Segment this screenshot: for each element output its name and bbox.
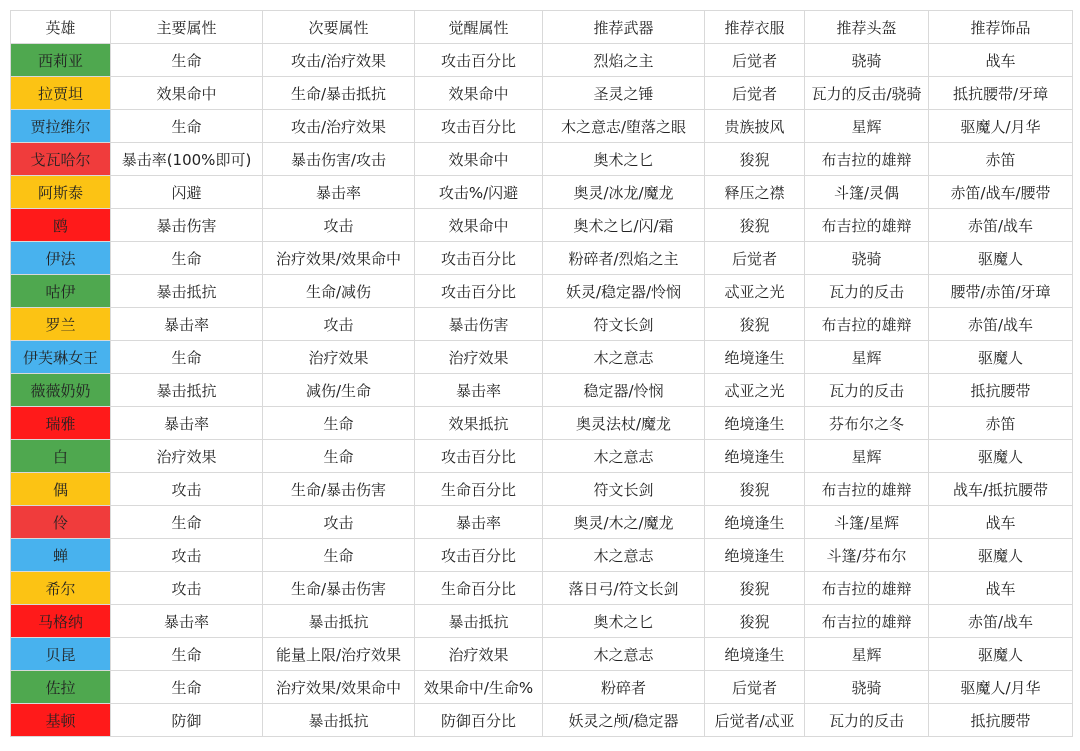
table-row bbox=[11, 110, 1073, 143]
weapon-cell: 木之意志 bbox=[543, 638, 705, 671]
hero-name-cell: 基顿 bbox=[11, 704, 111, 737]
table-row bbox=[11, 374, 1073, 407]
hero-name-cell: 瑞雅 bbox=[11, 407, 111, 440]
helmet-cell: 布吉拉的雄辩 bbox=[805, 473, 929, 506]
helmet-cell: 斗篷/星辉 bbox=[805, 506, 929, 539]
awakening-stat-cell: 效果抵抗 bbox=[415, 407, 543, 440]
table-header-row bbox=[11, 11, 1073, 44]
helmet-cell: 布吉拉的雄辩 bbox=[805, 308, 929, 341]
hero-build-table bbox=[10, 10, 1073, 737]
primary-stat-cell: 暴击伤害 bbox=[111, 209, 263, 242]
awakening-stat-cell: 攻击百分比 bbox=[415, 242, 543, 275]
secondary-stat-cell: 生命/暴击伤害 bbox=[263, 572, 415, 605]
table-row bbox=[11, 275, 1073, 308]
primary-stat-cell: 生命 bbox=[111, 341, 263, 374]
helmet-cell: 布吉拉的雄辩 bbox=[805, 572, 929, 605]
helmet-cell: 瓦力的反击 bbox=[805, 374, 929, 407]
header-recommended-accessory: 推荐饰品 bbox=[929, 11, 1073, 44]
hero-name-cell: 戈瓦哈尔 bbox=[11, 143, 111, 176]
primary-stat-cell: 暴击率 bbox=[111, 407, 263, 440]
accessory-cell: 驱魔人/月华 bbox=[929, 671, 1073, 704]
accessory-cell: 赤笛/战车 bbox=[929, 209, 1073, 242]
awakening-stat-cell: 暴击伤害 bbox=[415, 308, 543, 341]
hero-name-cell: 罗兰 bbox=[11, 308, 111, 341]
table-row bbox=[11, 638, 1073, 671]
hero-name-cell: 伶 bbox=[11, 506, 111, 539]
accessory-cell: 抵抗腰带 bbox=[929, 704, 1073, 737]
header-primary-stat: 主要属性 bbox=[111, 11, 263, 44]
awakening-stat-cell: 效果命中/生命% bbox=[415, 671, 543, 704]
weapon-cell: 稳定器/怜悯 bbox=[543, 374, 705, 407]
helmet-cell: 布吉拉的雄辩 bbox=[805, 605, 929, 638]
weapon-cell: 木之意志/堕落之眼 bbox=[543, 110, 705, 143]
table-row bbox=[11, 473, 1073, 506]
primary-stat-cell: 防御 bbox=[111, 704, 263, 737]
hero-name-cell: 拉贾坦 bbox=[11, 77, 111, 110]
armor-cell: 释压之襟 bbox=[705, 176, 805, 209]
armor-cell: 后觉者 bbox=[705, 77, 805, 110]
accessory-cell: 驱魔人 bbox=[929, 242, 1073, 275]
secondary-stat-cell: 攻击/治疗效果 bbox=[263, 44, 415, 77]
accessory-cell: 战车 bbox=[929, 44, 1073, 77]
table-row bbox=[11, 704, 1073, 737]
secondary-stat-cell: 生命/暴击抵抗 bbox=[263, 77, 415, 110]
awakening-stat-cell: 生命百分比 bbox=[415, 572, 543, 605]
armor-cell: 狻猊 bbox=[705, 209, 805, 242]
weapon-cell: 木之意志 bbox=[543, 440, 705, 473]
awakening-stat-cell: 攻击百分比 bbox=[415, 44, 543, 77]
helmet-cell: 星辉 bbox=[805, 110, 929, 143]
armor-cell: 绝境逢生 bbox=[705, 539, 805, 572]
armor-cell: 忒亚之光 bbox=[705, 374, 805, 407]
awakening-stat-cell: 攻击百分比 bbox=[415, 539, 543, 572]
primary-stat-cell: 攻击 bbox=[111, 473, 263, 506]
armor-cell: 后觉者 bbox=[705, 242, 805, 275]
secondary-stat-cell: 攻击/治疗效果 bbox=[263, 110, 415, 143]
awakening-stat-cell: 暴击率 bbox=[415, 374, 543, 407]
table-row bbox=[11, 308, 1073, 341]
secondary-stat-cell: 生命 bbox=[263, 440, 415, 473]
hero-name-cell: 蝉 bbox=[11, 539, 111, 572]
table-row bbox=[11, 572, 1073, 605]
accessory-cell: 战车 bbox=[929, 572, 1073, 605]
helmet-cell: 星辉 bbox=[805, 341, 929, 374]
helmet-cell: 斗篷/灵偶 bbox=[805, 176, 929, 209]
weapon-cell: 粉碎者 bbox=[543, 671, 705, 704]
hero-name-cell: 贝昆 bbox=[11, 638, 111, 671]
weapon-cell: 奥灵法杖/魔龙 bbox=[543, 407, 705, 440]
weapon-cell: 符文长剑 bbox=[543, 308, 705, 341]
awakening-stat-cell: 攻击百分比 bbox=[415, 110, 543, 143]
primary-stat-cell: 效果命中 bbox=[111, 77, 263, 110]
primary-stat-cell: 生命 bbox=[111, 242, 263, 275]
accessory-cell: 抵抗腰带 bbox=[929, 374, 1073, 407]
helmet-cell: 瓦力的反击/骁骑 bbox=[805, 77, 929, 110]
armor-cell: 贵族披风 bbox=[705, 110, 805, 143]
secondary-stat-cell: 生命/暴击伤害 bbox=[263, 473, 415, 506]
secondary-stat-cell: 暴击抵抗 bbox=[263, 704, 415, 737]
primary-stat-cell: 暴击率 bbox=[111, 308, 263, 341]
secondary-stat-cell: 攻击 bbox=[263, 506, 415, 539]
armor-cell: 绝境逢生 bbox=[705, 638, 805, 671]
table-row bbox=[11, 506, 1073, 539]
awakening-stat-cell: 治疗效果 bbox=[415, 341, 543, 374]
armor-cell: 忒亚之光 bbox=[705, 275, 805, 308]
hero-name-cell: 伊芙琳女王 bbox=[11, 341, 111, 374]
accessory-cell: 驱魔人 bbox=[929, 638, 1073, 671]
weapon-cell: 奥术之匕 bbox=[543, 143, 705, 176]
armor-cell: 狻猊 bbox=[705, 143, 805, 176]
armor-cell: 狻猊 bbox=[705, 473, 805, 506]
hero-name-cell: 薇薇奶奶 bbox=[11, 374, 111, 407]
primary-stat-cell: 生命 bbox=[111, 44, 263, 77]
secondary-stat-cell: 治疗效果/效果命中 bbox=[263, 242, 415, 275]
weapon-cell: 奥术之匕 bbox=[543, 605, 705, 638]
accessory-cell: 驱魔人 bbox=[929, 341, 1073, 374]
accessory-cell: 抵抗腰带/牙璋 bbox=[929, 77, 1073, 110]
weapon-cell: 奥灵/木之/魔龙 bbox=[543, 506, 705, 539]
secondary-stat-cell: 暴击抵抗 bbox=[263, 605, 415, 638]
awakening-stat-cell: 攻击百分比 bbox=[415, 440, 543, 473]
helmet-cell: 斗篷/芬布尔 bbox=[805, 539, 929, 572]
secondary-stat-cell: 暴击率 bbox=[263, 176, 415, 209]
awakening-stat-cell: 生命百分比 bbox=[415, 473, 543, 506]
armor-cell: 绝境逢生 bbox=[705, 506, 805, 539]
hero-name-cell: 白 bbox=[11, 440, 111, 473]
table-row bbox=[11, 407, 1073, 440]
primary-stat-cell: 生命 bbox=[111, 671, 263, 704]
table-row bbox=[11, 143, 1073, 176]
table-row bbox=[11, 440, 1073, 473]
secondary-stat-cell: 治疗效果/效果命中 bbox=[263, 671, 415, 704]
armor-cell: 绝境逢生 bbox=[705, 407, 805, 440]
weapon-cell: 木之意志 bbox=[543, 539, 705, 572]
helmet-cell: 布吉拉的雄辩 bbox=[805, 209, 929, 242]
table-row bbox=[11, 77, 1073, 110]
header-awakening-stat: 觉醒属性 bbox=[415, 11, 543, 44]
primary-stat-cell: 生命 bbox=[111, 110, 263, 143]
awakening-stat-cell: 攻击百分比 bbox=[415, 275, 543, 308]
weapon-cell: 烈焰之主 bbox=[543, 44, 705, 77]
accessory-cell: 赤笛/战车 bbox=[929, 308, 1073, 341]
weapon-cell: 圣灵之锤 bbox=[543, 77, 705, 110]
primary-stat-cell: 生命 bbox=[111, 506, 263, 539]
helmet-cell: 布吉拉的雄辩 bbox=[805, 143, 929, 176]
awakening-stat-cell: 治疗效果 bbox=[415, 638, 543, 671]
hero-name-cell: 西莉亚 bbox=[11, 44, 111, 77]
weapon-cell: 妖灵之颅/稳定器 bbox=[543, 704, 705, 737]
armor-cell: 后觉者 bbox=[705, 671, 805, 704]
hero-name-cell: 鸥 bbox=[11, 209, 111, 242]
weapon-cell: 木之意志 bbox=[543, 341, 705, 374]
hero-name-cell: 咕伊 bbox=[11, 275, 111, 308]
primary-stat-cell: 闪避 bbox=[111, 176, 263, 209]
accessory-cell: 赤笛/战车/腰带 bbox=[929, 176, 1073, 209]
secondary-stat-cell: 生命/减伤 bbox=[263, 275, 415, 308]
awakening-stat-cell: 攻击%/闪避 bbox=[415, 176, 543, 209]
hero-name-cell: 贾拉维尔 bbox=[11, 110, 111, 143]
weapon-cell: 符文长剑 bbox=[543, 473, 705, 506]
helmet-cell: 瓦力的反击 bbox=[805, 704, 929, 737]
hero-name-cell: 希尔 bbox=[11, 572, 111, 605]
header-hero: 英雄 bbox=[11, 11, 111, 44]
primary-stat-cell: 攻击 bbox=[111, 572, 263, 605]
awakening-stat-cell: 效果命中 bbox=[415, 77, 543, 110]
helmet-cell: 骁骑 bbox=[805, 671, 929, 704]
primary-stat-cell: 治疗效果 bbox=[111, 440, 263, 473]
awakening-stat-cell: 效果命中 bbox=[415, 143, 543, 176]
accessory-cell: 腰带/赤笛/牙璋 bbox=[929, 275, 1073, 308]
primary-stat-cell: 攻击 bbox=[111, 539, 263, 572]
weapon-cell: 妖灵/稳定器/怜悯 bbox=[543, 275, 705, 308]
weapon-cell: 奥灵/冰龙/魔龙 bbox=[543, 176, 705, 209]
table-row bbox=[11, 209, 1073, 242]
secondary-stat-cell: 攻击 bbox=[263, 209, 415, 242]
primary-stat-cell: 暴击率 bbox=[111, 605, 263, 638]
helmet-cell: 星辉 bbox=[805, 638, 929, 671]
accessory-cell: 驱魔人/月华 bbox=[929, 110, 1073, 143]
secondary-stat-cell: 减伤/生命 bbox=[263, 374, 415, 407]
accessory-cell: 战车 bbox=[929, 506, 1073, 539]
secondary-stat-cell: 生命 bbox=[263, 539, 415, 572]
table-row bbox=[11, 539, 1073, 572]
hero-name-cell: 伊法 bbox=[11, 242, 111, 275]
awakening-stat-cell: 防御百分比 bbox=[415, 704, 543, 737]
helmet-cell: 骁骑 bbox=[805, 242, 929, 275]
primary-stat-cell: 暴击抵抗 bbox=[111, 374, 263, 407]
table-row bbox=[11, 176, 1073, 209]
primary-stat-cell: 暴击率(100%即可) bbox=[111, 143, 263, 176]
armor-cell: 绝境逢生 bbox=[705, 440, 805, 473]
table-row bbox=[11, 44, 1073, 77]
header-secondary-stat: 次要属性 bbox=[263, 11, 415, 44]
awakening-stat-cell: 效果命中 bbox=[415, 209, 543, 242]
armor-cell: 后觉者/忒亚 bbox=[705, 704, 805, 737]
armor-cell: 后觉者 bbox=[705, 44, 805, 77]
helmet-cell: 芬布尔之冬 bbox=[805, 407, 929, 440]
table-row bbox=[11, 605, 1073, 638]
table-row bbox=[11, 242, 1073, 275]
table-row bbox=[11, 341, 1073, 374]
accessory-cell: 赤笛 bbox=[929, 143, 1073, 176]
armor-cell: 绝境逢生 bbox=[705, 341, 805, 374]
hero-name-cell: 佐拉 bbox=[11, 671, 111, 704]
helmet-cell: 瓦力的反击 bbox=[805, 275, 929, 308]
header-recommended-weapon: 推荐武器 bbox=[543, 11, 705, 44]
hero-name-cell: 偶 bbox=[11, 473, 111, 506]
primary-stat-cell: 暴击抵抗 bbox=[111, 275, 263, 308]
weapon-cell: 落日弓/符文长剑 bbox=[543, 572, 705, 605]
hero-build-table-wrapper bbox=[10, 10, 1072, 737]
awakening-stat-cell: 暴击率 bbox=[415, 506, 543, 539]
weapon-cell: 粉碎者/烈焰之主 bbox=[543, 242, 705, 275]
helmet-cell: 骁骑 bbox=[805, 44, 929, 77]
accessory-cell: 战车/抵抗腰带 bbox=[929, 473, 1073, 506]
hero-name-cell: 马格纳 bbox=[11, 605, 111, 638]
table-row bbox=[11, 671, 1073, 704]
armor-cell: 狻猊 bbox=[705, 572, 805, 605]
weapon-cell: 奥术之匕/闪/霜 bbox=[543, 209, 705, 242]
accessory-cell: 驱魔人 bbox=[929, 440, 1073, 473]
secondary-stat-cell: 能量上限/治疗效果 bbox=[263, 638, 415, 671]
armor-cell: 狻猊 bbox=[705, 308, 805, 341]
secondary-stat-cell: 暴击伤害/攻击 bbox=[263, 143, 415, 176]
accessory-cell: 驱魔人 bbox=[929, 539, 1073, 572]
primary-stat-cell: 生命 bbox=[111, 638, 263, 671]
secondary-stat-cell: 攻击 bbox=[263, 308, 415, 341]
accessory-cell: 赤笛 bbox=[929, 407, 1073, 440]
awakening-stat-cell: 暴击抵抗 bbox=[415, 605, 543, 638]
secondary-stat-cell: 治疗效果 bbox=[263, 341, 415, 374]
hero-name-cell: 阿斯泰 bbox=[11, 176, 111, 209]
header-recommended-helmet: 推荐头盔 bbox=[805, 11, 929, 44]
secondary-stat-cell: 生命 bbox=[263, 407, 415, 440]
header-recommended-armor: 推荐衣服 bbox=[705, 11, 805, 44]
armor-cell: 狻猊 bbox=[705, 605, 805, 638]
helmet-cell: 星辉 bbox=[805, 440, 929, 473]
accessory-cell: 赤笛/战车 bbox=[929, 605, 1073, 638]
table-body bbox=[11, 44, 1073, 737]
